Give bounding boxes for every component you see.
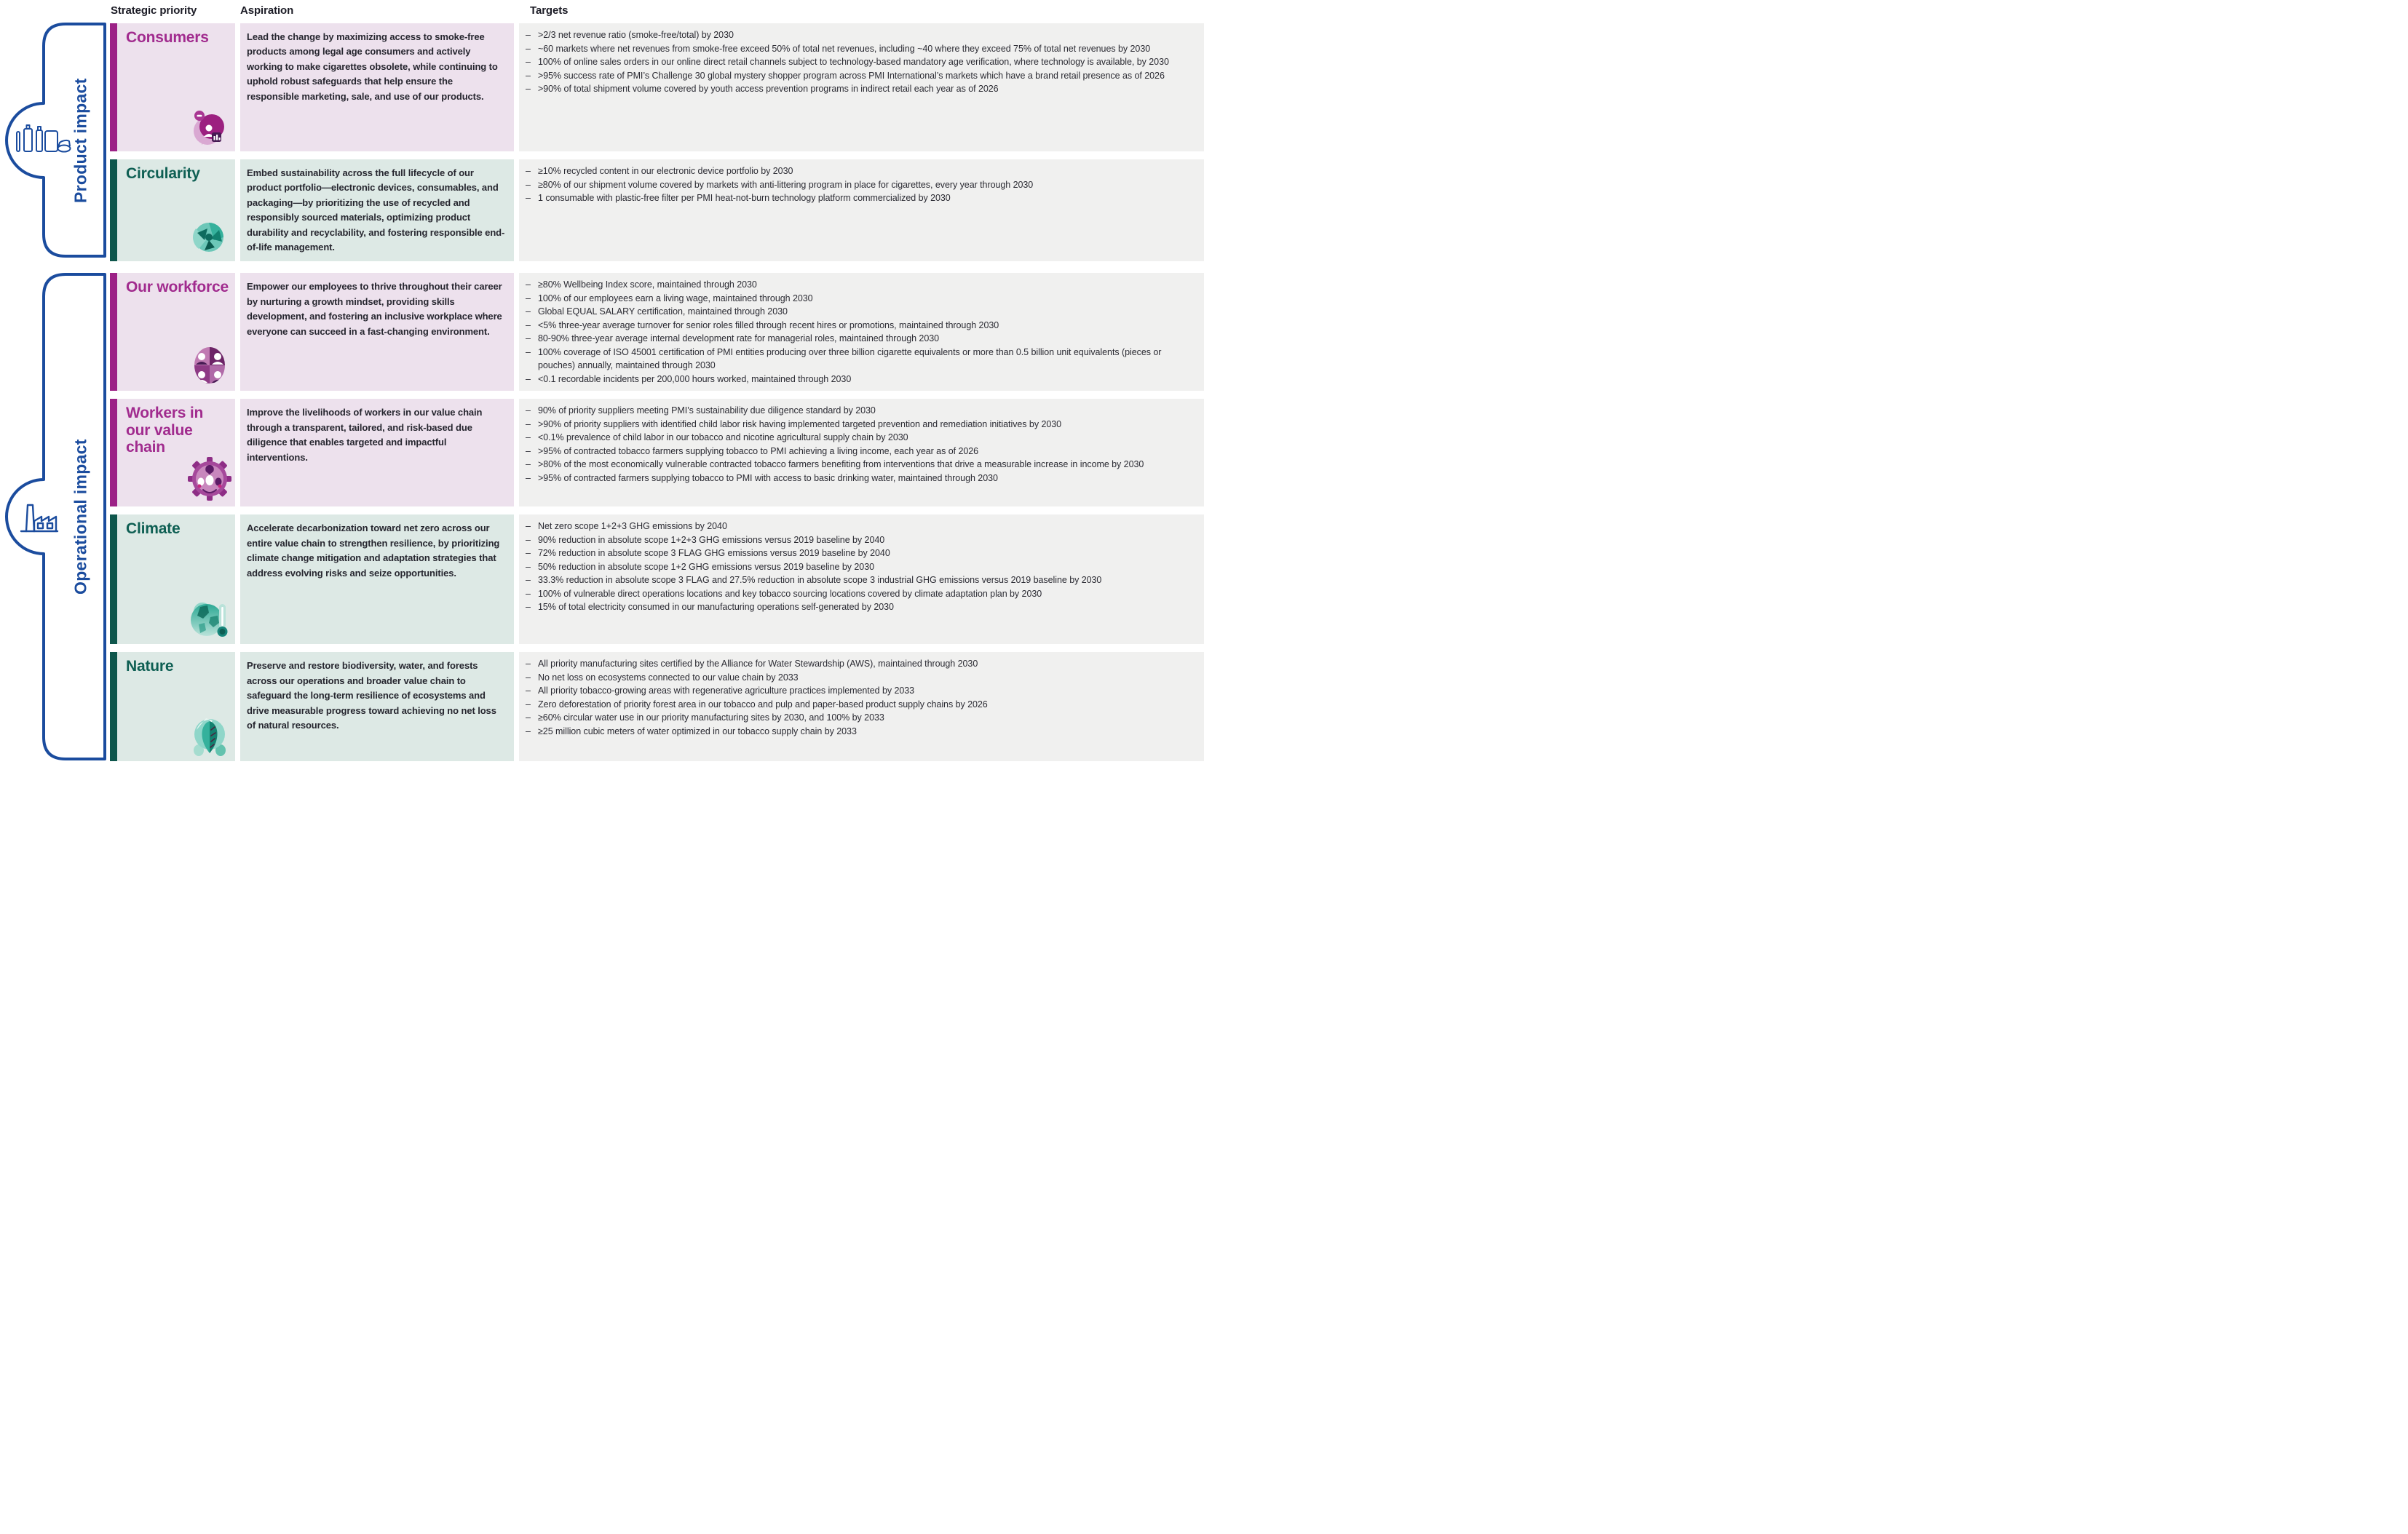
target-item: [526, 42, 1192, 56]
target-text: 90% of priority suppliers meeting PMI’s sustainability due diligence standard by 2030: [538, 405, 876, 416]
target-item: [526, 533, 1192, 547]
target-item: [526, 178, 1192, 192]
priority-cell: [110, 514, 235, 644]
target-text: No net loss on ecosystems connected to our value chain by 2033: [538, 672, 799, 683]
priority-cell: [110, 399, 235, 506]
priority-cell: [110, 652, 235, 761]
target-dash: –: [526, 575, 531, 586]
aspiration-text: Lead the change by maximizing access to smoke-free products among legal age consumers and actively working to make cigarettes obsolete, while continuing to uphold robust safeguards that help ensure the responsible marketing, sale, and use of our products.: [240, 23, 514, 151]
consumers-icon: [190, 108, 228, 146]
target-text: 1 consumable with plastic-free filter per PMI heat-not-burn technology platform commercialized by 2030: [538, 193, 951, 203]
value-chain-workers-icon: [187, 456, 232, 501]
target-text: ~60 markets where net revenues from smoke-free exceed 50% of total net revenues, including ~40 where they exceed 75% of total net revenues by 2030: [538, 43, 1151, 54]
target-dash: –: [526, 685, 531, 696]
target-item: [526, 191, 1192, 205]
target-item: [526, 657, 1192, 671]
target-text: All priority tobacco-growing areas with regenerative agriculture practices implemented by 2033: [538, 685, 915, 696]
target-text: Net zero scope 1+2+3 GHG emissions by 2040: [538, 521, 727, 532]
target-text: >90% of total shipment volume covered by youth access prevention programs in indirect retail each year as of 2026: [538, 84, 999, 94]
target-text: >95% success rate of PMI’s Challenge 30 global mystery shopper program across PMI International’s markets which have a brand retail presence as of 2026: [538, 70, 1165, 81]
target-item: [526, 698, 1192, 712]
target-text: <0.1% prevalence of child labor in our tobacco and nicotine agricultural supply chain by 2030: [538, 432, 908, 443]
row-workers-in-value-chain: [110, 399, 1204, 506]
target-dash: –: [526, 293, 531, 303]
target-dash: –: [526, 699, 531, 710]
target-dash: –: [526, 726, 531, 736]
target-item: [526, 278, 1192, 292]
target-text: <5% three-year average turnover for senior roles filled through recent hires or promotions, maintained through 2030: [538, 319, 999, 330]
target-text: >80% of the most economically vulnerable contracted tobacco farmers benefiting from interventions that drive a measurable increase in income by 2030: [538, 459, 1144, 470]
target-text: 80-90% three-year average internal development rate for managerial roles, maintained through 2030: [538, 333, 940, 344]
target-item: [526, 431, 1192, 445]
target-dash: –: [526, 548, 531, 559]
group-operational-impact: [110, 273, 1204, 761]
target-text: >95% of contracted tobacco farmers supplying tobacco to PMI achieving a living income, each year as of 2026: [538, 445, 979, 456]
target-text: ≥80% of our shipment volume covered by markets with anti-littering program in place for cigarettes, every year through 2030: [538, 179, 1034, 190]
target-text: 100% of online sales orders in our online direct retail channels subject to technology-based mandatory age verification, where technology is available, by 2030: [538, 57, 1169, 67]
target-dash: –: [526, 432, 531, 443]
target-dash: –: [526, 57, 531, 67]
target-item: [526, 684, 1192, 698]
target-item: [526, 711, 1192, 725]
target-dash: –: [526, 602, 531, 613]
target-item: [526, 418, 1192, 432]
target-dash: –: [526, 306, 531, 317]
targets-list: [526, 520, 1192, 614]
row-our-workforce: [110, 273, 1204, 391]
target-text: All priority manufacturing sites certified by the Alliance for Water Stewardship (AWS), maintained through 2030: [538, 659, 978, 669]
target-item: [526, 725, 1192, 739]
target-dash: –: [526, 193, 531, 203]
target-item: [526, 573, 1192, 587]
target-dash: –: [526, 445, 531, 456]
target-text: Global EQUAL SALARY certification, maintained through 2030: [538, 306, 788, 317]
target-text: 33.3% reduction in absolute scope 3 FLAG and 27.5% reduction in absolute scope 3 industrial GHG emissions versus 2019 baseline by 2030: [538, 575, 1102, 586]
target-text: Zero deforestation of priority forest area in our tobacco and pulp and paper-based product supply chains by 2026: [538, 699, 988, 710]
factory-icon: [19, 499, 60, 536]
target-dash: –: [526, 588, 531, 599]
target-item: [526, 373, 1192, 386]
circularity-icon: [190, 218, 228, 256]
priority-cell: [110, 273, 235, 391]
strategy-table: [110, 23, 1204, 769]
row-climate: [110, 514, 1204, 644]
target-text: 90% reduction in absolute scope 1+2+3 GHG emissions versus 2019 baseline by 2040: [538, 534, 885, 545]
row-nature: [110, 652, 1204, 761]
priority-title: Workers in our value chain: [126, 405, 204, 456]
target-text: <0.1 recordable incidents per 200,000 hours worked, maintained through 2030: [538, 373, 852, 384]
workforce-icon: [190, 345, 229, 386]
priority-title: Our workforce: [126, 279, 229, 296]
priority-title: Nature: [126, 658, 174, 675]
target-text: 15% of total electricity consumed in our manufacturing operations self-generated by 2030: [538, 602, 894, 613]
target-item: [526, 292, 1192, 306]
target-item: [526, 82, 1192, 96]
target-dash: –: [526, 405, 531, 416]
column-header-strategic-priority: Strategic priority: [111, 4, 197, 17]
target-text: ≥10% recycled content in our electronic device portfolio by 2030: [538, 166, 793, 176]
target-dash: –: [526, 166, 531, 176]
target-dash: –: [526, 659, 531, 669]
aspiration-text: Accelerate decarbonization toward net zero across our entire value chain to strengthen resilience, by prioritizing climate change mitigation and adaptation strategies that address evolving risks and seize opportunities.: [240, 514, 514, 644]
target-item: [526, 305, 1192, 319]
aspiration-text: Preserve and restore biodiversity, water, and forests across our operations and broader value chain to safeguard the long-term resilience of ecosystems and drive measurable progress toward achieving no net loss of natural resources.: [240, 652, 514, 761]
group-brackets: [0, 0, 116, 767]
target-text: ≥60% circular water use in our priority manufacturing sites by 2030, and 100% by 2033: [538, 712, 884, 723]
target-dash: –: [526, 521, 531, 532]
targets-cell: [519, 652, 1204, 761]
group-product-impact: [110, 23, 1204, 261]
targets-cell: [519, 514, 1204, 644]
target-dash: –: [526, 333, 531, 344]
column-header-targets: Targets: [530, 4, 569, 17]
priority-cell: [110, 159, 235, 261]
target-item: [526, 520, 1192, 533]
target-item: [526, 600, 1192, 614]
target-item: [526, 671, 1192, 685]
target-text: >90% of priority suppliers with identified child labor risk having implemented targeted prevention and remediation initiatives by 2030: [538, 418, 1062, 429]
target-text: 50% reduction in absolute scope 1+2 GHG emissions versus 2019 baseline by 2030: [538, 561, 875, 572]
aspiration-text: Improve the livelihoods of workers in our value chain through a transparent, tailored, and risk-based due diligence that enables targeted and impactful interventions.: [240, 399, 514, 506]
group-label-product-impact: Product impact: [71, 78, 90, 203]
targets-list: [526, 657, 1192, 738]
target-text: >2/3 net revenue ratio (smoke-free/total) by 2030: [538, 30, 734, 40]
targets-cell: [519, 23, 1204, 151]
row-consumers: [110, 23, 1204, 151]
targets-list: [526, 278, 1192, 386]
priority-title: Consumers: [126, 29, 209, 46]
targets-cell: [519, 399, 1204, 506]
target-text: >95% of contracted farmers supplying tobacco to PMI with access to basic drinking water, maintained through 2030: [538, 472, 998, 483]
target-dash: –: [526, 472, 531, 483]
aspiration-text: Embed sustainability across the full lifecycle of our product portfolio—electronic devices, consumables, and packaging—by prioritizing the use of recycled and responsibly sourced materials, optimizing product durability and recyclability, and fostering responsible end-of-life management.: [240, 159, 514, 261]
target-text: 100% of vulnerable direct operations locations and key tobacco sourcing locations covered by climate adaptation plan by 2030: [538, 588, 1042, 599]
target-dash: –: [526, 30, 531, 40]
target-text: 100% of our employees earn a living wage, maintained through 2030: [538, 293, 813, 303]
target-item: [526, 458, 1192, 472]
priority-title: Climate: [126, 520, 181, 538]
column-header-aspiration: Aspiration: [240, 4, 294, 17]
row-circularity: [110, 159, 1204, 261]
targets-list: [526, 404, 1192, 485]
target-item: [526, 55, 1192, 69]
target-item: [526, 404, 1192, 418]
targets-list: [526, 164, 1192, 205]
target-item: [526, 587, 1192, 601]
target-dash: –: [526, 561, 531, 572]
target-dash: –: [526, 418, 531, 429]
target-item: [526, 319, 1192, 333]
target-dash: –: [526, 712, 531, 723]
target-dash: –: [526, 459, 531, 470]
target-dash: –: [526, 373, 531, 384]
target-text: 100% coverage of ISO 45001 certification of PMI entities producing over three billion cigarette equivalents or more than 0.5 billion unit equivalents (pieces or pouches) annually, maintained through 2030: [538, 346, 1162, 371]
group-label-operational-impact: Operational impact: [71, 439, 90, 595]
target-dash: –: [526, 84, 531, 94]
target-item: [526, 445, 1192, 458]
target-dash: –: [526, 534, 531, 545]
aspiration-text: Empower our employees to thrive throughout their career by nurturing a growth mindset, providing skills development, and fostering an inclusive workplace where everyone can succeed in a fast-changing environment.: [240, 273, 514, 391]
target-dash: –: [526, 319, 531, 330]
target-dash: –: [526, 43, 531, 54]
target-dash: –: [526, 179, 531, 190]
smoke-free-products-icon: [15, 124, 71, 157]
climate-icon: [190, 598, 231, 639]
targets-list: [526, 28, 1192, 96]
targets-cell: [519, 273, 1204, 391]
targets-cell: [519, 159, 1204, 261]
target-item: [526, 164, 1192, 178]
target-item: [526, 560, 1192, 574]
target-item: [526, 69, 1192, 83]
priority-title: Circularity: [126, 165, 200, 182]
target-dash: –: [526, 346, 531, 357]
target-text: 72% reduction in absolute scope 3 FLAG GHG emissions versus 2019 baseline by 2040: [538, 548, 890, 559]
priority-cell: [110, 23, 235, 151]
target-dash: –: [526, 70, 531, 81]
target-dash: –: [526, 279, 531, 290]
target-item: [526, 332, 1192, 346]
target-item: [526, 28, 1192, 42]
target-text: ≥25 million cubic meters of water optimized in our tobacco supply chain by 2033: [538, 726, 857, 736]
target-item: [526, 547, 1192, 560]
target-text: ≥80% Wellbeing Index score, maintained through 2030: [538, 279, 757, 290]
target-item: [526, 346, 1192, 373]
target-item: [526, 472, 1192, 485]
nature-icon: [190, 715, 229, 756]
target-dash: –: [526, 672, 531, 683]
